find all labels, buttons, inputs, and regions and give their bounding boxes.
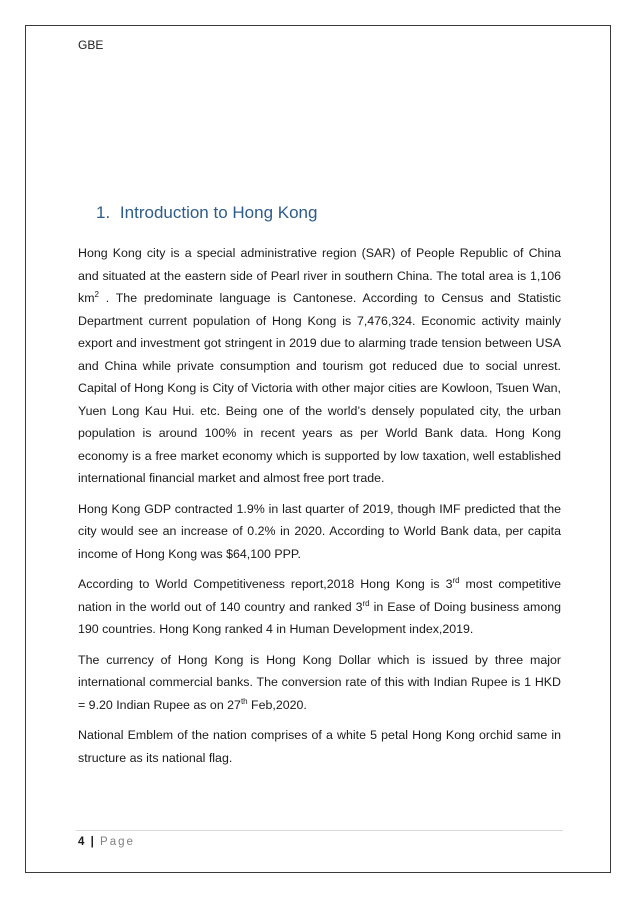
page-header: GBE [78, 38, 104, 52]
footer-divider [76, 830, 563, 831]
paragraph-currency [78, 649, 561, 717]
paragraph-emblem: National Emblem of the nation comprises of a white 5 petal Hong Kong orchid same in structure as its national flag. [78, 728, 561, 765]
superscript: th [240, 696, 248, 706]
superscript: rd [362, 598, 370, 608]
paragraph-text: The currency of Hong Kong is Hong Kong Dollar which is issued by three major international commercial banks. The conversion rate of this with Indian Rupee is 1 HKD = 9.20 Indian Rupee as on 27 [78, 652, 561, 712]
paragraph-text: . The predominate language is Cantonese. According to Census and Statistic Department current population of Hong Kong is 7,476,324. Economic activity mainly export and investment got stringent in 2019 due to alarming trade tension between USA and China while private consumption and tourism got reduced due to social unrest. Capital of Hong Kong is City of Victoria with other major cities are Kowloon, Tsuen Wan, Yuen Long Kau Hui. etc. Being one of the world’s densely populated city, the urban population is around 100% in recent years as per World Bank data. Hong Kong economy is a free market economy which is supported by low taxation, well established international financial market and almost free port trade. [78, 291, 561, 485]
paragraph-text: Feb,2020. [247, 697, 307, 712]
paragraph-text: According to World Competitiveness report,2018 Hong Kong is 3 [78, 577, 453, 591]
body-text [78, 242, 561, 777]
page-footer [78, 836, 135, 848]
superscript: 2 [94, 289, 99, 299]
paragraph-text: in Ease of Doing business among 190 countries. Hong Kong ranked 4 in Human Development index,2019. [78, 599, 561, 636]
paragraph-overview [78, 242, 561, 490]
superscript: rd [452, 575, 460, 585]
paragraph-competitiveness [78, 573, 561, 641]
footer-separator: | [90, 836, 94, 848]
paragraph-text: most competitive nation in the world out of 140 country and ranked 3 [78, 577, 561, 614]
page-number: 4 [78, 836, 85, 848]
page-label: Page [100, 836, 135, 848]
paragraph-text: Hong Kong city is a special administrative region (SAR) of People Republic of China and situated at the eastern side of Pearl river in southern China. The total area is 1,106 km [78, 246, 561, 305]
section-heading [96, 203, 317, 223]
paragraph-gdp: Hong Kong GDP contracted 1.9% in last quarter of 2019, though IMF predicted that the city would see an increase of 0.2% in 2020. According to World Bank data, per capita income of Hong Kong was $64,100 PPP. [78, 501, 561, 561]
section-title: Introduction to Hong Kong [119, 203, 318, 222]
section-number: 1. [96, 203, 111, 222]
